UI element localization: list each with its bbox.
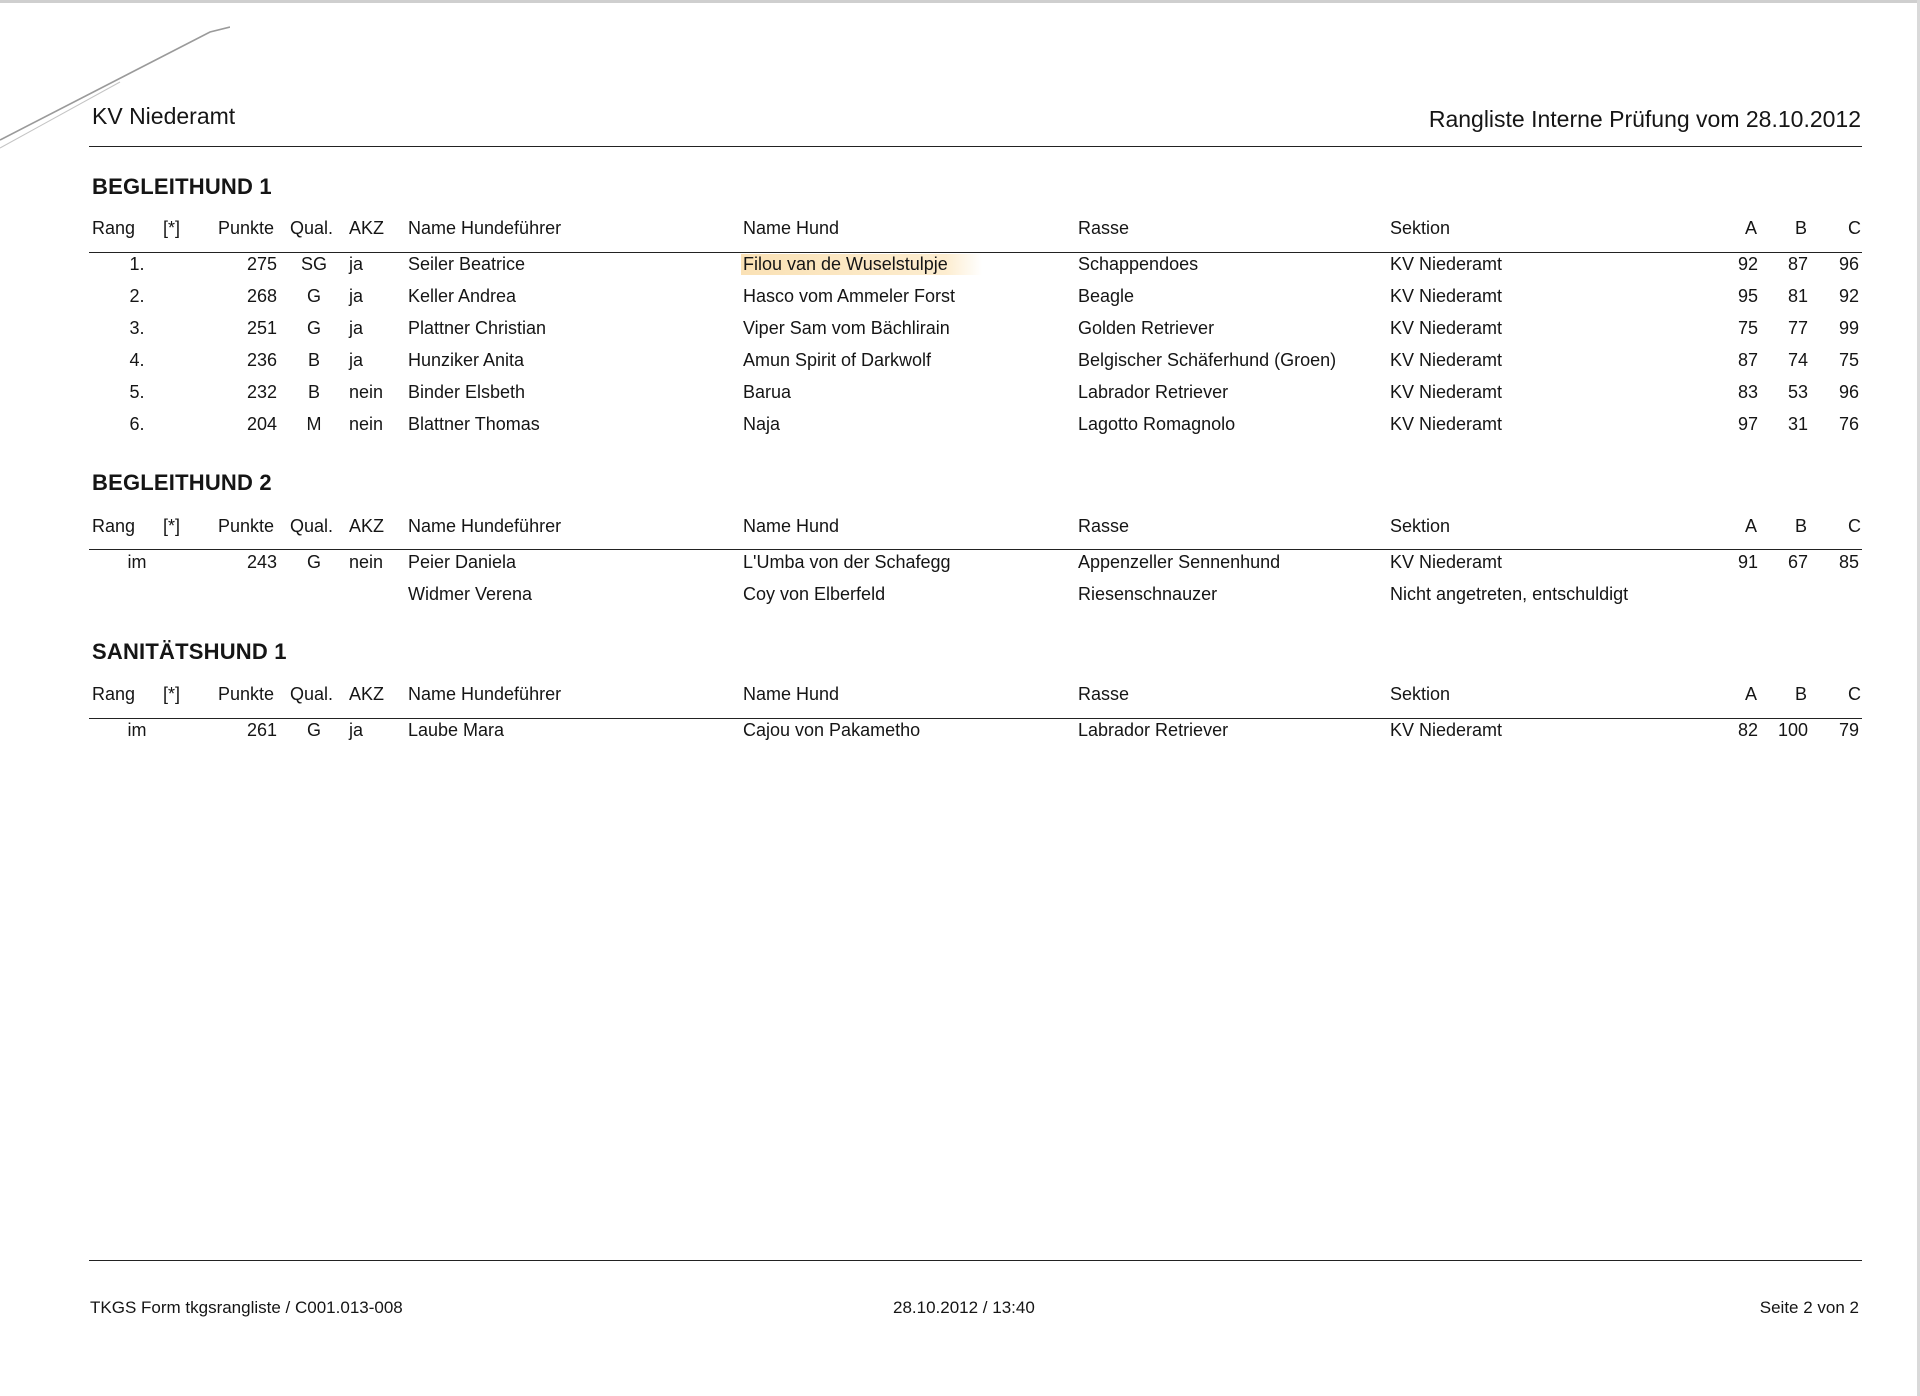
cell-c: 75: [1838, 350, 1859, 370]
cell-sektion: KV Niederamt: [1390, 382, 1503, 402]
col-star: [*]: [163, 684, 181, 704]
cell-qual: G: [306, 318, 321, 338]
cell-c: 96: [1838, 382, 1859, 402]
col-hund: Name Hund: [743, 516, 840, 536]
cell-b: 100: [1777, 720, 1808, 740]
cell-c: 79: [1838, 720, 1859, 740]
col-fuehrer: Name Hundeführer: [408, 684, 562, 704]
footer-divider: [89, 1260, 1862, 1261]
cell-akz: ja: [349, 318, 364, 338]
document-title: Rangliste Interne Prüfung vom 28.10.2012: [1428, 106, 1861, 132]
cell-rang: 4.: [129, 350, 145, 370]
cell-fuehrer: Peier Daniela: [408, 552, 517, 572]
col-rang: Rang: [92, 218, 136, 238]
col-hund: Name Hund: [743, 218, 840, 238]
col-c: C: [1848, 218, 1861, 238]
col-qual: Qual.: [290, 516, 334, 536]
cell-fuehrer: Blattner Thomas: [408, 414, 540, 434]
col-star: [*]: [163, 218, 181, 238]
table-row: [0, 720, 1920, 746]
footer-form-id: TKGS Form tkgsrangliste / C001.013-008: [90, 1298, 403, 1317]
cell-b: 74: [1787, 350, 1808, 370]
column-header-divider: [89, 549, 1862, 550]
header-divider: [89, 146, 1862, 147]
cell-a: 87: [1737, 350, 1758, 370]
table-row: [0, 584, 1920, 610]
col-qual: Qual.: [290, 218, 334, 238]
cell-b: 81: [1787, 286, 1808, 306]
cell-c: 76: [1838, 414, 1859, 434]
col-punkte: Punkte: [218, 218, 275, 238]
club-name: KV Niederamt: [92, 103, 236, 129]
col-punkte: Punkte: [218, 516, 275, 536]
cell-rang: 5.: [129, 382, 145, 402]
cell-sektion: KV Niederamt: [1390, 318, 1503, 338]
cell-qual: B: [307, 350, 320, 370]
cell-a: 91: [1737, 552, 1758, 572]
cell-b: 87: [1787, 254, 1808, 274]
col-hund: Name Hund: [743, 684, 840, 704]
cell-akz: ja: [349, 254, 364, 274]
col-b: B: [1795, 218, 1808, 238]
col-b: B: [1795, 516, 1808, 536]
table-row: [0, 350, 1920, 376]
cell-sektion: KV Niederamt: [1390, 414, 1503, 434]
cell-rasse: Labrador Retriever: [1078, 382, 1229, 402]
cell-a: 75: [1737, 318, 1758, 338]
cell-rang: im: [127, 552, 147, 572]
cell-punkte: 232: [246, 382, 277, 402]
cell-hund: Amun Spirit of Darkwolf: [743, 350, 932, 370]
table-row: [0, 254, 1920, 280]
col-fuehrer: Name Hundeführer: [408, 218, 562, 238]
col-rang: Rang: [92, 684, 136, 704]
cell-hund: Naja: [743, 414, 781, 434]
column-header-divider: [89, 718, 1862, 719]
col-a: A: [1745, 516, 1758, 536]
cell-rasse: Golden Retriever: [1078, 318, 1215, 338]
cell-rasse: Labrador Retriever: [1078, 720, 1229, 740]
cell-qual: SG: [300, 254, 327, 274]
col-star: [*]: [163, 516, 181, 536]
cell-fuehrer: Widmer Verena: [408, 584, 533, 604]
cell-hund-highlighted: Filou van de Wuselstulpje: [741, 254, 982, 275]
cell-punkte: 261: [246, 720, 277, 740]
col-punkte: Punkte: [218, 684, 275, 704]
col-fuehrer: Name Hundeführer: [408, 516, 562, 536]
column-header-row: [0, 684, 1920, 710]
cell-punkte: 204: [246, 414, 277, 434]
cell-a: 83: [1737, 382, 1758, 402]
col-a: A: [1745, 684, 1758, 704]
table-row: [0, 286, 1920, 312]
cell-hund: Cajou von Pakametho: [743, 720, 921, 740]
cell-a: 82: [1737, 720, 1758, 740]
cell-hund: L'Umba von der Schafegg: [743, 552, 951, 572]
cell-rang: 1.: [129, 254, 145, 274]
cell-akz: nein: [349, 382, 384, 402]
section-title: BEGLEITHUND 2: [92, 470, 272, 495]
col-c: C: [1848, 516, 1861, 536]
col-b: B: [1795, 684, 1808, 704]
cell-sektion: KV Niederamt: [1390, 552, 1503, 572]
table-row: [0, 552, 1920, 578]
cell-akz: ja: [349, 286, 364, 306]
table-row: [0, 382, 1920, 408]
cell-punkte: 236: [246, 350, 277, 370]
cell-akz: ja: [349, 720, 364, 740]
cell-hund: Coy von Elberfeld: [743, 584, 886, 604]
cell-qual: G: [306, 286, 321, 306]
cell-fuehrer: Plattner Christian: [408, 318, 547, 338]
cell-rasse: Schappendoes: [1078, 254, 1199, 274]
cell-sektion: KV Niederamt: [1390, 720, 1503, 740]
cell-fuehrer: Laube Mara: [408, 720, 505, 740]
cell-fuehrer: Seiler Beatrice: [408, 254, 526, 274]
cell-c: 99: [1838, 318, 1859, 338]
cell-sektion: KV Niederamt: [1390, 350, 1503, 370]
col-sektion: Sektion: [1390, 516, 1451, 536]
col-rasse: Rasse: [1078, 684, 1130, 704]
cell-rasse: Appenzeller Sennenhund: [1078, 552, 1281, 572]
cell-qual: G: [306, 552, 321, 572]
cell-hund: Barua: [743, 382, 792, 402]
section-title: BEGLEITHUND 1: [92, 174, 272, 199]
cell-a: 92: [1737, 254, 1758, 274]
cell-rasse: Belgischer Schäferhund (Groen): [1078, 350, 1337, 370]
cell-sektion: KV Niederamt: [1390, 286, 1503, 306]
table-row: [0, 318, 1920, 344]
col-a: A: [1745, 218, 1758, 238]
cell-b: 67: [1787, 552, 1808, 572]
col-sektion: Sektion: [1390, 684, 1451, 704]
cell-punkte: 275: [246, 254, 277, 274]
col-rasse: Rasse: [1078, 218, 1130, 238]
cell-punkte: 268: [246, 286, 277, 306]
cell-c: 96: [1838, 254, 1859, 274]
cell-fuehrer: Keller Andrea: [408, 286, 517, 306]
cell-akz: ja: [349, 350, 364, 370]
cell-hund: Hasco vom Ammeler Forst: [743, 286, 956, 306]
footer-page-number: Seite 2 von 2: [1759, 1298, 1859, 1317]
cell-fuehrer: Binder Elsbeth: [408, 382, 526, 402]
col-rasse: Rasse: [1078, 516, 1130, 536]
cell-qual: G: [306, 720, 321, 740]
col-c: C: [1848, 684, 1861, 704]
cell-rasse: Beagle: [1078, 286, 1135, 306]
col-akz: AKZ: [349, 684, 385, 704]
cell-rang: 3.: [129, 318, 145, 338]
column-header-row: [0, 218, 1920, 244]
column-header-divider: [89, 252, 1862, 253]
col-akz: AKZ: [349, 516, 385, 536]
col-sektion: Sektion: [1390, 218, 1451, 238]
cell-rasse: Riesenschnauzer: [1078, 584, 1218, 604]
cell-qual: M: [306, 414, 322, 434]
cell-fuehrer: Hunziker Anita: [408, 350, 525, 370]
cell-hund: Viper Sam vom Bächlirain: [743, 318, 950, 338]
cell-a: 97: [1737, 414, 1758, 434]
cell-rasse: Lagotto Romagnolo: [1078, 414, 1236, 434]
column-header-row: [0, 516, 1920, 542]
cell-b: 77: [1787, 318, 1808, 338]
cell-rang: 2.: [129, 286, 145, 306]
section-title: SANITÄTSHUND 1: [92, 639, 287, 664]
cell-b: 53: [1787, 382, 1808, 402]
cell-akz: nein: [349, 552, 384, 572]
cell-akz: nein: [349, 414, 384, 434]
col-akz: AKZ: [349, 218, 385, 238]
cell-rang: 6.: [129, 414, 145, 434]
cell-qual: B: [307, 382, 320, 402]
cell-punkte: 251: [246, 318, 277, 338]
cell-sektion: KV Niederamt: [1390, 254, 1503, 274]
cell-a: 95: [1737, 286, 1758, 306]
cell-sektion-note: Nicht angetreten, entschuldigt: [1390, 584, 1629, 604]
scan-top-edge: [0, 0, 1920, 3]
table-row: [0, 414, 1920, 440]
col-rang: Rang: [92, 516, 136, 536]
col-qual: Qual.: [290, 684, 334, 704]
cell-b: 31: [1787, 414, 1808, 434]
cell-c: 85: [1838, 552, 1859, 572]
cell-rang: im: [127, 720, 147, 740]
cell-punkte: 243: [246, 552, 277, 572]
footer-timestamp: 28.10.2012 / 13:40: [893, 1298, 1035, 1317]
cell-c: 92: [1838, 286, 1859, 306]
paper-fold-mark: [0, 22, 230, 152]
